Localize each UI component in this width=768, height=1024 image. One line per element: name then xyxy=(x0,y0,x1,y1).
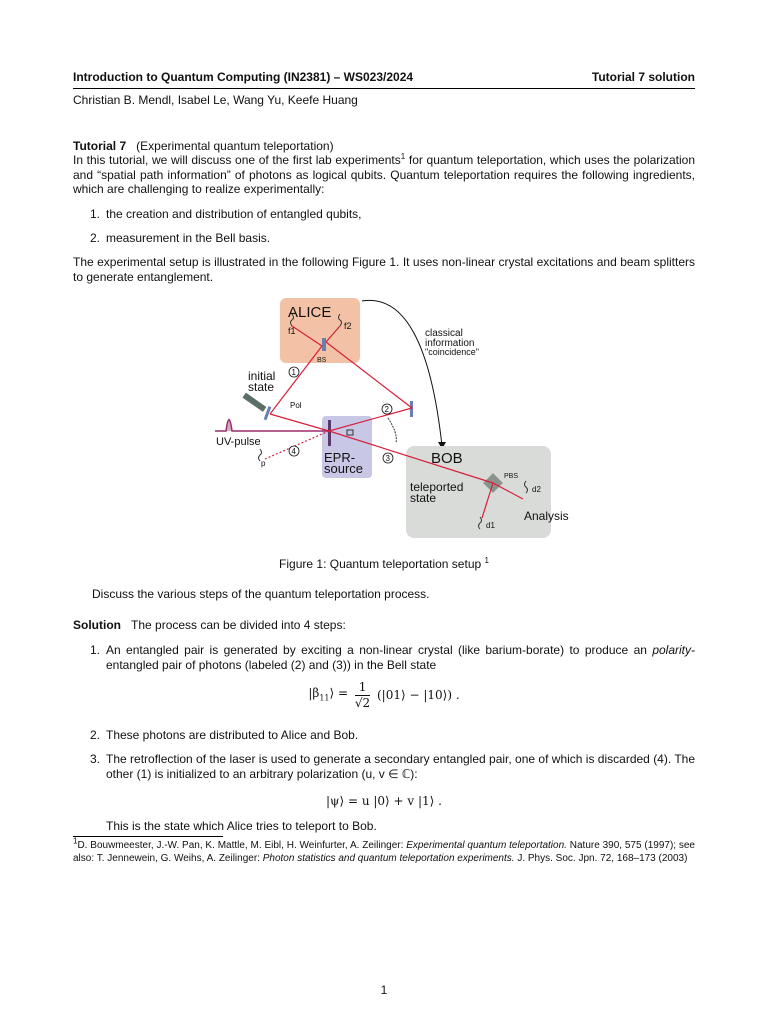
f1-label: f1 xyxy=(288,326,296,336)
step-3-end: This is the state which Alice tries to teleport to Bob. xyxy=(106,819,377,833)
discuss-text: Discuss the various steps of the quantum teleportation process. xyxy=(92,587,430,601)
eq-rhs: (|01⟩ − |10⟩) . xyxy=(377,688,460,702)
classical-channel-arrow xyxy=(362,300,442,446)
caption-text: Figure 1: Quantum teleportation setup xyxy=(279,557,485,571)
marker-3-text: 3 xyxy=(385,454,390,463)
pol-label: Pol xyxy=(290,401,302,410)
header-divider xyxy=(73,88,695,89)
beam-splitter-icon xyxy=(322,338,326,351)
eq-lhs: |β xyxy=(308,685,320,700)
marker-1-text: 1 xyxy=(291,368,296,377)
solution-heading xyxy=(73,618,695,633)
list-item xyxy=(90,728,695,743)
solution-intro: The process can be divided into 4 steps: xyxy=(131,618,346,632)
classical-label-3: "coincidence" xyxy=(425,347,479,357)
teleported-label-1: teleported xyxy=(410,480,464,494)
footnote-ref[interactable]: 1 xyxy=(484,556,489,565)
list-number: 1. xyxy=(90,643,101,657)
step-1-part-a: An entangled pair is generated by exciting a non-linear crystal (like barium-borate) to produce an xyxy=(106,643,653,657)
tutorial-subtitle: (Experimental quantum teleportation) xyxy=(136,139,334,153)
footnote-title-2: Photon statistics and quantum teleportation experiments. xyxy=(262,852,515,864)
bell-state-equation xyxy=(0,680,768,711)
footnote-divider xyxy=(73,836,223,837)
intro-text-a: In this tutorial, we will discuss one of the first lab experiments xyxy=(73,153,401,167)
step-3-text: The retroflection of the laser is used to generate a secondary entangled pair, one of which is discarded (4). The other (1) is initialized to an arbitrary polarization (u, v ∈ ℂ): xyxy=(106,752,695,781)
setup-paragraph: The experimental setup is illustrated in the following Figure 1. It uses non-linear crystal excitations and beam splitters to generate entanglement. xyxy=(73,255,695,284)
list-item xyxy=(90,207,695,222)
footnote-text-b: Nature 390, 575 (1997); see also: T. Jennewein, G. Weihs, A. Zeilinger: xyxy=(73,840,695,864)
footnote-ref[interactable]: 1 xyxy=(400,152,406,161)
intro-text-b: for quantum teleportation, which uses the polarization and “spatial path information” of photons as logical qubits. Quantum teleportation requires the following ingredients, which are challenging to realize experimentally: xyxy=(73,153,695,196)
classical-label-1: classical xyxy=(425,328,463,339)
step-1-italic: polarity- xyxy=(652,643,695,657)
list-text: the creation and distribution of entangled qubits, xyxy=(106,207,362,221)
list-item xyxy=(90,231,695,246)
pbs-label: PBS xyxy=(504,473,519,480)
list-number: 1. xyxy=(90,207,101,221)
footnote-text-a: D. Bouwmeester, J.-W. Pan, K. Mattle, M. Eibl, H. Weinfurter, A. Zeilinger: xyxy=(77,840,407,851)
footnote-text-c: J. Phys. Soc. Jpn. 72, 168–173 (2003) xyxy=(514,852,688,864)
teleported-label-2: state xyxy=(410,491,437,505)
step-2-text: These photons are distributed to Alice and Bob. xyxy=(106,728,359,742)
tutorial-heading xyxy=(73,139,695,154)
list-number: 2. xyxy=(90,728,101,742)
p-label: p xyxy=(261,459,266,468)
footnote xyxy=(73,836,695,865)
marker-4-text: 4 xyxy=(291,447,296,456)
entanglement-link xyxy=(388,418,396,443)
solution-label: Solution xyxy=(73,618,121,632)
list-number: 2. xyxy=(90,231,101,245)
epr-label-2: source xyxy=(324,461,364,476)
figure-caption xyxy=(0,557,768,572)
step-1-text xyxy=(106,643,695,672)
step-1-part-b: entangled pair of photons (labeled (2) and (3)) in the Bell state xyxy=(106,657,437,672)
fraction-numerator: 1 xyxy=(355,680,370,696)
analysis-label: Analysis xyxy=(524,509,569,523)
alice-label: ALICE xyxy=(288,304,332,321)
list-item xyxy=(90,643,695,672)
list-number: 3. xyxy=(90,752,101,766)
document-title: Introduction to Quantum Computing (IN2381) – WS023/2024 xyxy=(73,70,414,84)
list-text: measurement in the Bell basis. xyxy=(106,231,271,245)
f2-label: f2 xyxy=(344,321,352,331)
initial-label-1: initial xyxy=(248,369,276,383)
polarizer-icon xyxy=(242,393,266,412)
eq-equals: ⟩ = xyxy=(329,685,349,700)
psi-equation: |ψ⟩ = u |0⟩ + v |1⟩ . xyxy=(326,794,442,808)
list-item xyxy=(90,752,695,781)
crystal-icon xyxy=(328,420,331,446)
eq-subscript: 11 xyxy=(319,693,330,703)
footnote-marker: 1 xyxy=(73,836,78,846)
intro-paragraph xyxy=(73,153,695,197)
fraction-denominator: √2 xyxy=(354,696,371,710)
teleportation-figure xyxy=(210,296,569,541)
authors: Christian B. Mendl, Isabel Le, Wang Yu, Keefe Huang xyxy=(73,93,358,107)
d1-label: d1 xyxy=(486,521,495,530)
bs-label: BS xyxy=(317,357,327,364)
marker-2-text: 2 xyxy=(384,405,389,414)
document-subtitle: Tutorial 7 solution xyxy=(591,70,695,84)
d2-label: d2 xyxy=(532,485,541,494)
page-number: 1 xyxy=(380,983,388,997)
initial-label-2: state xyxy=(248,380,275,394)
uv-label: UV-pulse xyxy=(216,436,261,448)
bob-label: BOB xyxy=(431,450,463,467)
classical-label-2: information xyxy=(425,338,475,349)
tutorial-label: Tutorial 7 xyxy=(73,139,127,153)
footnote-title-1: Experimental quantum teleportation. xyxy=(406,840,567,851)
epr-label-1: EPR- xyxy=(324,450,356,465)
